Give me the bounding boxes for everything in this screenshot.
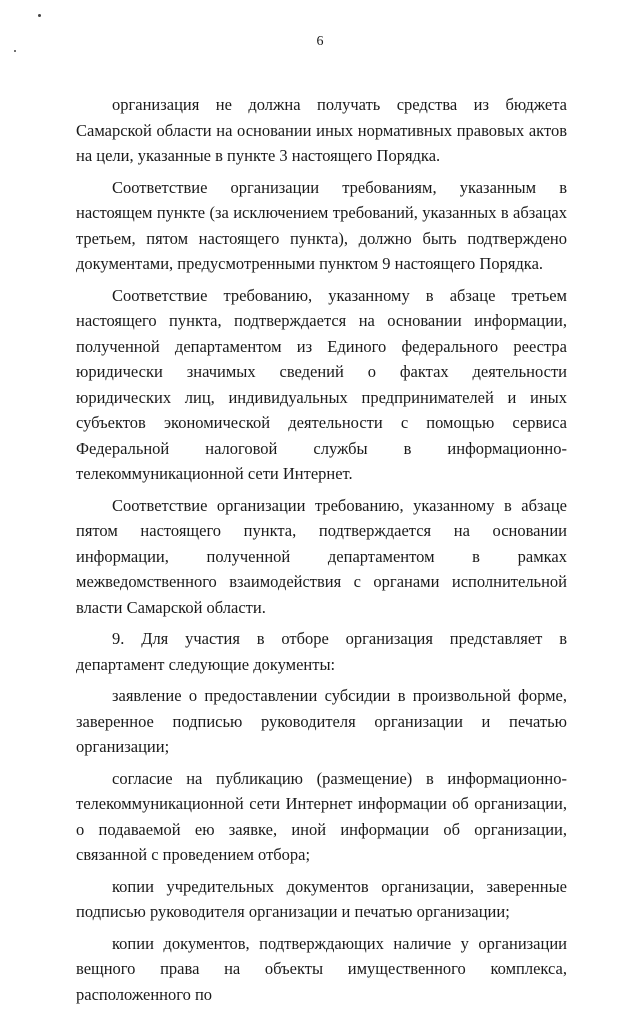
paragraph: Соответствие организации требованиям, указанным в настоящем пункте (за исключением требований, указанных в абзацах третьем, пятом настоящего пункта), должно быть подтверждено документами, предусмотренными пунктом 9 настоящего Порядка. — [76, 177, 567, 273]
paragraph: заявление о предоставлении субсидии в произвольной форме, заверенное подписью руководителя организации и печатью организации; — [76, 686, 567, 756]
paragraph: копии документов, подтверждающих наличие у организации вещного права на объекты имущественного комплекса, расположенного по — [76, 933, 567, 1004]
paragraph: Соответствие организации требованию, указанному в абзаце пятом настоящего пункта, подтверждается на основании информации, полученной департаментом в рамках межведомственного взаимодействия с органами исполнительной власти Самарской области. — [76, 495, 567, 617]
paragraph: 9. Для участия в отборе организация представляет в департамент следующие документы: — [76, 629, 567, 674]
paragraph: согласие на публикацию (размещение) в информационно-телекоммуникационной сети Интернет информации об организации, о подаваемой ею заявке, иной информации об организации, связанной с проведением отбора; — [76, 768, 567, 864]
scan-speck — [38, 14, 41, 17]
scan-speck — [14, 50, 16, 52]
paragraph: копии учредительных документов организации, заверенные подписью руководителя организации и печатью организации; — [76, 876, 567, 921]
paragraph: Соответствие требованию, указанному в абзаце третьем настоящего пункта, подтверждается на основании информации, полученной департаментом из Единого федерального реестра юридически значимых сведений о фактах деятельности юридических лиц, индивидуальных предпринимателей и иных субъектов экономической деятельности с помощью сервиса Федеральной налоговой службы в информационно-телекоммуникационной сети Интернет. — [76, 285, 567, 483]
page-number: 6 — [316, 34, 324, 49]
paragraph: организация не должна получать средства из бюджета Самарской области на основании иных нормативных правовых актов на цели, указанные в пункте 3 настоящего Порядка. — [76, 95, 567, 165]
document-body — [76, 92, 567, 1013]
